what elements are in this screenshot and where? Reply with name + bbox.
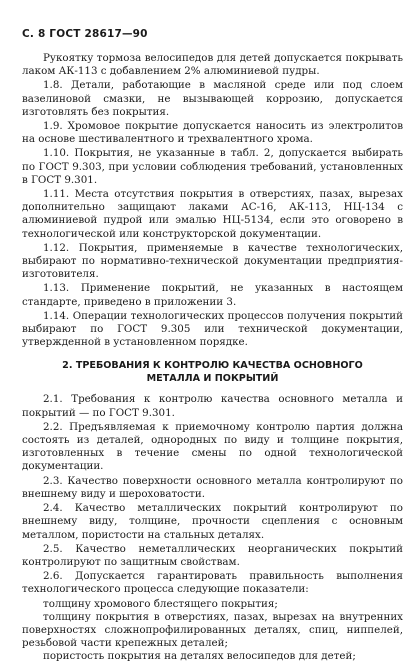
paragraph-1-11: 1.11. Места отсутствия покрытия в отверстиях, пазах, вырезах дополнительно защищают лаками АС-16, АК-113, НЦ-134 с алюминиевой пудрой или эмалью НЦ-5134, если это оговорено в технологической или конструкторской документации.	[22, 188, 403, 240]
document-body	[22, 52, 403, 664]
paragraph-1-9: 1.9. Хромовое покрытие допускается наносить из электролитов на основе шестивалентного и трехвалентного хрома.	[22, 120, 403, 146]
list-item: толщину хромового блестящего покрытия;	[43, 597, 278, 610]
paragraph-2-5: 2.5. Качество неметаллических неорганических покрытий контролируют по защитным свойствам.	[22, 542, 403, 568]
list-item: пористость покрытия на деталях велосипедов для детей;	[43, 650, 356, 663]
paragraph-1-14: 1.14. Операции технологических процессов получения покрытий выбирают по ГОСТ 9.305 или технической документации, утвержденной в установленном порядке.	[22, 309, 403, 349]
paragraph-1-8: 1.8. Детали, работающие в масляной среде или под слоем вазелиновой смазки, не вызывающей коррозию, допускается изготовлять без покрытия.	[22, 79, 403, 118]
list-item: толщину покрытия в отверстиях, пазах, вырезах на внутренних поверхностях сложнопрофилированных деталях, спиц, ниппелей, резьбовой части крепежных деталей;	[22, 610, 403, 650]
paragraph-1-12: 1.12. Покрытия, применяемые в качестве технологических, выбирают по нормативно-технической документации предприятия-изготовителя.	[22, 241, 403, 281]
paragraph-1-13: 1.13. Применение покрытий, не указанных в настоящем стандарте, приведено в приложении 3.	[22, 282, 403, 308]
paragraph: Рукоятку тормоза велосипедов для детей допускается покрывать лаком АК-113 с добавлением 2% алюминиевой пудры.	[22, 52, 403, 78]
paragraph-2-6: 2.6. Допускается гарантировать правильность выполнения технологического процесса следующие показатели:	[22, 570, 403, 596]
section-title-line2: МЕТАЛЛА И ПОКРЫТИЙ	[146, 373, 279, 385]
section-title	[22, 359, 403, 385]
paragraph-2-4: 2.4. Качество металлических покрытий контролируют по внешнему виду, толщине, прочности сцепления с основным металлом, пористости на стальных деталях.	[22, 502, 403, 541]
page-header: С. 8 ГОСТ 28617—90	[22, 28, 148, 40]
paragraph-2-1: 2.1. Требования к контролю качества основного металла и покрытий — по ГОСТ 9.301.	[22, 393, 403, 419]
paragraph-2-2: 2.2. Предъявляемая к приемочному контролю партия должна состоять из деталей, однородных по виду и толщине покрытия, изготовленных в течение смены по одной технологической документации.	[22, 420, 403, 473]
paragraph-2-3: 2.3. Качество поверхности основного металла контролируют по внешнему виду и шероховатости.	[22, 474, 403, 500]
section-title-line1: 2. ТРЕБОВАНИЯ К КОНТРОЛЮ КАЧЕСТВА ОСНОВНОГО	[62, 360, 363, 372]
paragraph-1-10: 1.10. Покрытия, не указанные в табл. 2, допускается выбирать по ГОСТ 9.303, при условии соблюдения требований, установленных в ГОСТ 9.301.	[22, 147, 403, 186]
